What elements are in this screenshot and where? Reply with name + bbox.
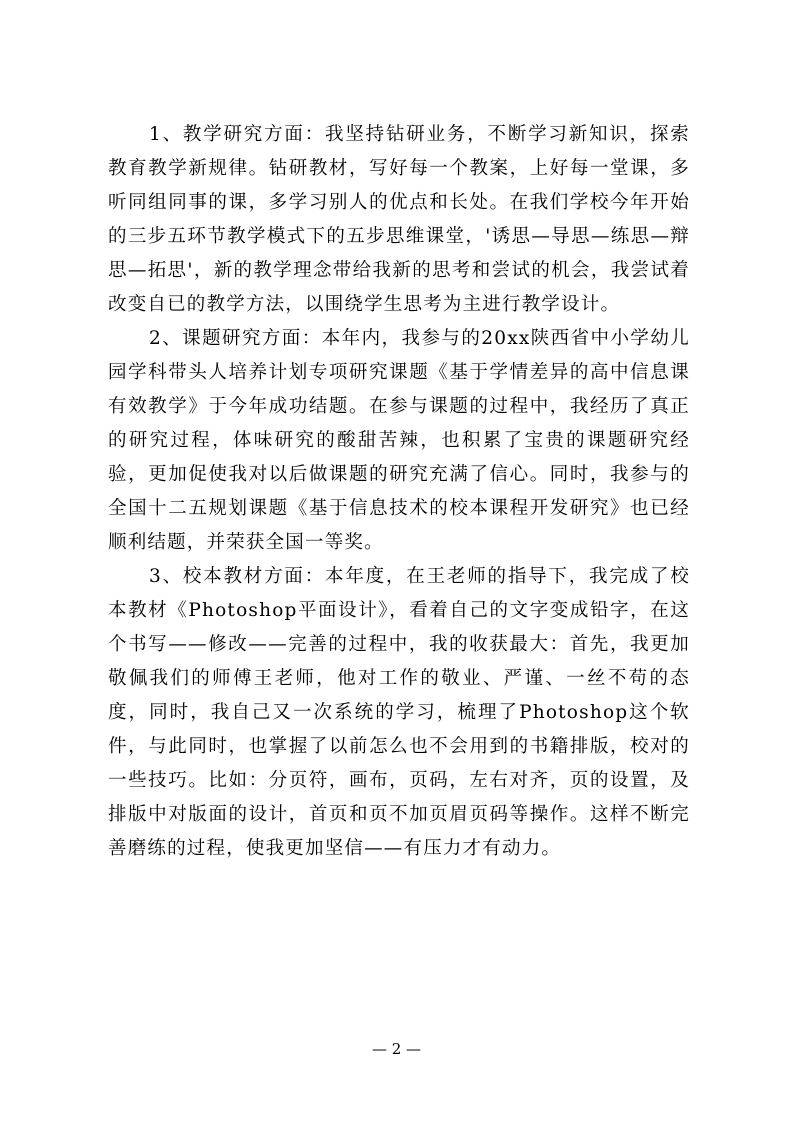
paragraph-school-textbook: 3、校本教材方面：本年度，在王老师的指导下，我完成了校本教材《Photoshop平面设计》，看着自己的文字变成铅字，在这个书写——修改——完善的过程中，我的收获最大：首先，我更加敬佩我们的师傅王老师，他对工作的敬业、严谨、一丝不苟的态度，同时，我自己又一次系统的学习，梳理了Photoshop这个软件，与此同时，也掌握了以前怎么也不会用到的书籍排版，校对的一些技巧。比如：分页符，画布，页码，左右对齐，页的设置，及排版中对版面的设计，首页和页不加页眉页码等操作。这样不断完善磨练的过程，使我更加坚信——有压力才有动力。: [108, 566, 690, 859]
document-body: [108, 118, 690, 866]
paragraph-project-research: 2、课题研究方面：本年内，我参与的20xx陕西省中小学幼儿园学科带头人培养计划专项研究课题《基于学情差异的高中信息课有效教学》于今年成功结题。在参与课题的过程中，我经历了真正的研究过程，体味研究的酸甜苦辣，也积累了宝贵的课题研究经验，更加促使我对以后做课题的研究充满了信心。同时，我参与的全国十二五规划课题《基于信息技术的校本课程开发研究》也已经顺利结题，并荣获全国一等奖。: [108, 328, 690, 553]
page-number: — 2 —: [371, 1040, 422, 1058]
paragraph-teaching-research: 1、教学研究方面：我坚持钻研业务，不断学习新知识，探索教育教学新规律。钻研教材，写好每一个教案，上好每一堂课，多听同组同事的课，多学习别人的优点和长处。在我们学校今年开始的三步五环节教学模式下的五步思维课堂，'诱思—导思—练思—辩思—拓思'，新的教学理念带给我新的思考和尝试的机会，我尝试着改变自已的教学方法，以围绕学生思考为主进行教学设计。: [108, 124, 690, 315]
